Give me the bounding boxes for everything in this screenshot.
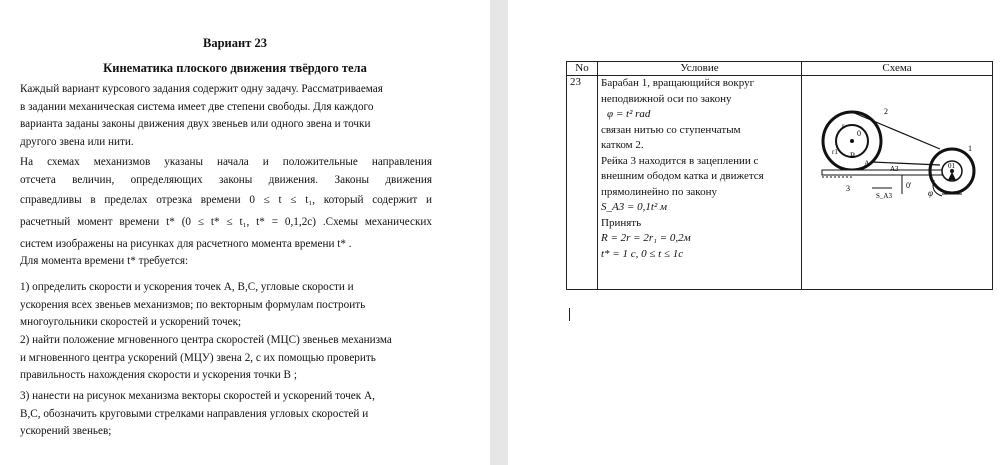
condition-line: неподвижной оси по закону xyxy=(601,92,732,105)
label-body-1: 1 xyxy=(968,144,972,153)
condition-line: прямолинейно по закону xyxy=(601,185,717,198)
condition-formula: φ = t² rad xyxy=(607,108,651,120)
condition-formula: R = 2r = 2r₁ = 0,2м xyxy=(601,232,691,244)
text-line: систем изображены на рисунках для расчетного момента времени t* . xyxy=(20,238,352,250)
text-line: ускорения всех звеньев механизмов; по векторным формулам построить xyxy=(20,298,366,311)
condition-line: Барабан 1, вращающийся вокруг xyxy=(601,77,755,89)
rack-3 xyxy=(822,170,942,175)
label-body-2: 2 xyxy=(884,107,888,116)
row-number: 23 xyxy=(567,76,598,290)
condition-line: Принять xyxy=(601,216,642,229)
variant-title: Вариант 23 xyxy=(203,36,267,50)
condition-formula: t* = 1 c, 0 ≤ t ≤ 1c xyxy=(601,247,684,260)
header-scheme: Схема xyxy=(802,62,993,76)
text-line: B,C, обозначить круговыми стрелками направления угловых скоростей и xyxy=(20,407,369,420)
text-line: Каждый вариант курсового задания содержит одну задачу. Рассматриваемая xyxy=(20,83,383,95)
label-a: A xyxy=(864,159,870,168)
table-row xyxy=(567,76,993,290)
condition-line: связан нитью со ступенчатым xyxy=(601,123,741,136)
text-line: варианта заданы законы движения двух звеньев или одного звена и точки xyxy=(20,118,371,130)
requirement-item-3 xyxy=(20,388,432,441)
topic-title: Кинематика плоского движения твёрдого тела xyxy=(103,61,367,75)
label-phi: φ xyxy=(928,188,933,198)
requirement-item-1 xyxy=(20,279,432,332)
text-line: справедливы в пределах отрезка времени 0 ≤ t ≤ t₁, который содержит и xyxy=(20,194,432,206)
text-line: На схемах механизмов указаны начала и положительные направления xyxy=(20,156,432,168)
intro-paragraph xyxy=(20,81,432,151)
label-a3: A3 xyxy=(890,165,899,173)
text-line: ускорений звеньев; xyxy=(20,425,112,437)
required-intro: Для момента времени t* требуется: xyxy=(20,255,189,267)
table-header-row xyxy=(567,62,993,76)
label-r1: r1 xyxy=(832,148,838,156)
text-line: правильность нахождения скорости и ускорения точки B ; xyxy=(20,369,297,381)
label-origin: 0' xyxy=(906,181,912,190)
text-line: другого звена или нити. xyxy=(20,135,134,148)
document-page-left xyxy=(0,0,490,465)
roller-support xyxy=(948,172,956,180)
text-line: и мгновенного центра ускорений (МЦУ) звена 2, с их помощью проверить xyxy=(20,351,376,364)
label-b: B xyxy=(850,151,856,160)
text-line: 1) определить скорости и ускорения точек A, B,C, угловые скорости и xyxy=(20,281,354,293)
header-no: No xyxy=(567,62,598,76)
condition-line: катком 2. xyxy=(601,139,644,151)
text-line: расчетный момент времени t* (0 ≤ t* ≤ t₁, t* = 0,1,2c) .Схемы механических xyxy=(20,216,432,228)
row-scheme xyxy=(802,76,993,290)
condition-formula: S_A3 = 0,1t² м xyxy=(601,201,668,213)
header-condition: Условие xyxy=(598,62,802,76)
document-page-right xyxy=(508,0,1000,465)
label-center-1: 01 xyxy=(948,162,955,170)
requirement-item-2 xyxy=(20,332,432,385)
condition-line: внешним ободом катка и движется xyxy=(601,170,764,182)
label-body-3: 3 xyxy=(846,184,850,193)
text-line: отсчета величин, определяющих законы движения. Законы движения xyxy=(20,174,432,186)
schemes-paragraph xyxy=(20,153,432,255)
text-line: 3) нанести на рисунок механизма векторы скоростей и ускорений точек A, xyxy=(20,390,375,402)
drum-1-center xyxy=(850,139,854,143)
label-r: r xyxy=(842,122,845,130)
text-line: многоугольники скоростей и ускорений точек; xyxy=(20,316,242,328)
condition-line: Рейка 3 находится в зацеплении с xyxy=(601,154,759,167)
row-condition xyxy=(598,76,802,290)
text-cursor xyxy=(569,308,570,321)
label-displacement: S_A3 xyxy=(876,192,892,200)
label-center-2: 0 xyxy=(857,129,861,138)
mechanism-scheme xyxy=(802,76,986,286)
text-line: 2) найти положение мгновенного центра скоростей (МЦС) звеньев механизма xyxy=(20,334,392,346)
task-table xyxy=(566,61,993,290)
text-line: в задании механическая система имеет две степени свободы. Для каждого xyxy=(20,100,374,113)
